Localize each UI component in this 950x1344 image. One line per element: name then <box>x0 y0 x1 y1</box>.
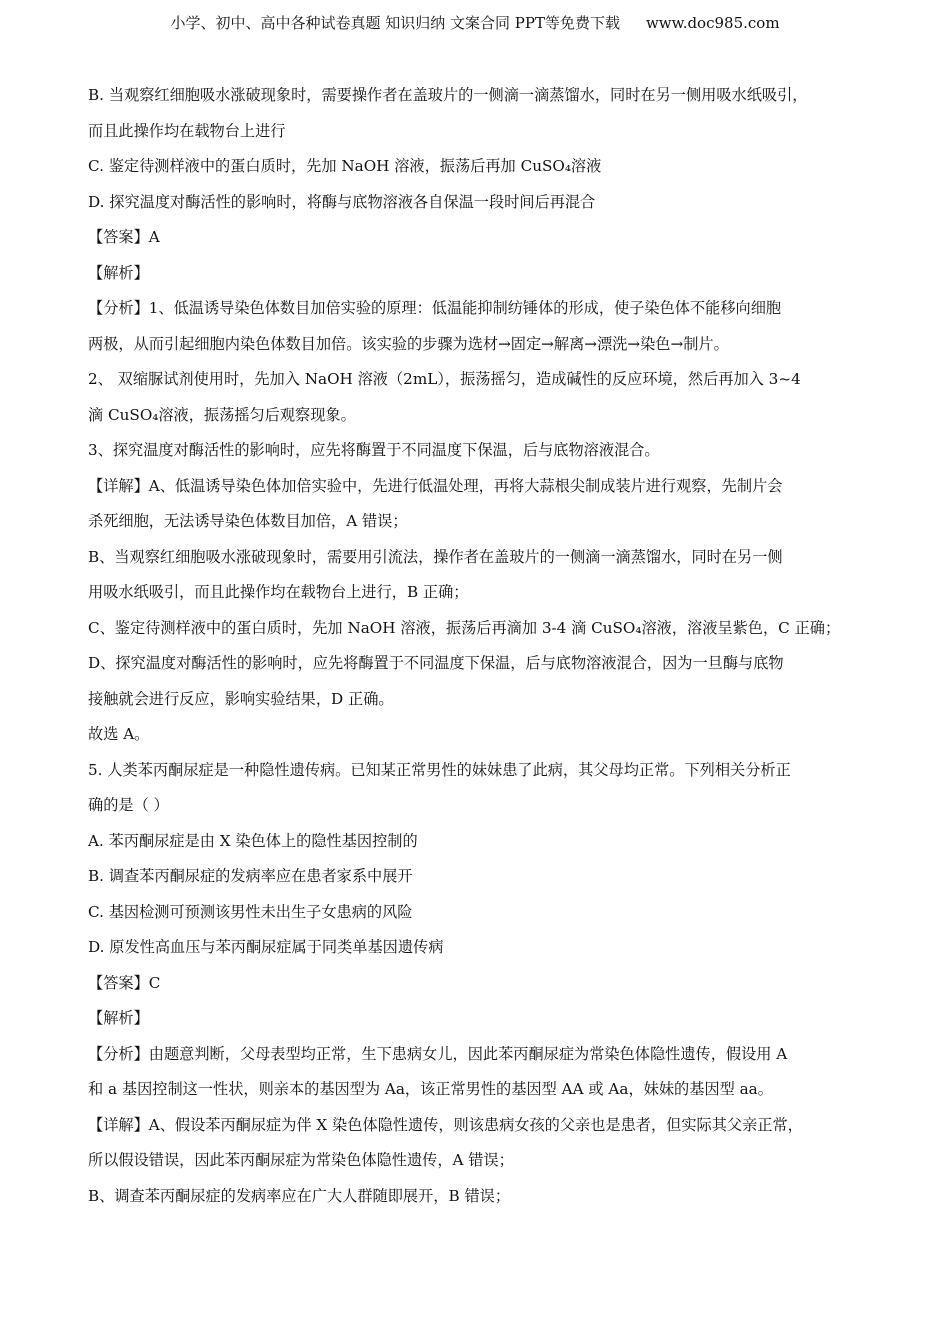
text-line: 2、 双缩脲试剂使用时，先加入 NaOH 溶液（2mL），振荡摇匀，造成碱性的反应环境，然后再加入 3~4 <box>88 370 801 388</box>
text-line: 滴 CuSO₄溶液，振荡摇匀后观察现象。 <box>88 405 356 424</box>
analysis-label: 【解析】 <box>88 1009 149 1027</box>
text-line: 而且此操作均在载物台上进行 <box>88 121 286 140</box>
text-line: B、调查苯丙酮尿症的发病率应在广大人群随即展开，B 错误； <box>88 1186 511 1205</box>
answer-label: 【答案】C <box>88 973 161 992</box>
text-line: 所以假设错误，因此苯丙酮尿症为常染色体隐性遗传，A 错误； <box>88 1151 514 1169</box>
text-line: 【分析】1、低温诱导染色体数目加倍实验的原理：低温能抑制纺锤体的形成，使子染色体不能移向细胞 <box>88 299 782 317</box>
page-header <box>0 12 950 34</box>
header-url[interactable]: www.doc985.com <box>645 14 780 32</box>
analysis-label: 【解析】 <box>88 263 149 282</box>
header-text: 小学、初中、高中各种试卷真题 知识归纳 文案合同 PPT等免费下载 <box>170 14 620 32</box>
text-line: 【详解】A、假设苯丙酮尿症为伴 X 染色体隐性遗传，则该患病女孩的父亲也是患者，但实际其父亲正常， <box>88 1115 803 1134</box>
text-line: 故选 A。 <box>88 725 150 743</box>
option-b: B. 调查苯丙酮尿症的发病率应在患者家系中展开 <box>88 867 413 885</box>
option-a: A. 苯丙酮尿症是由 X 染色体上的隐性基因控制的 <box>88 831 418 850</box>
text-line: 杀死细胞，无法诱导染色体数目加倍，A 错误； <box>88 512 408 530</box>
text-line: 接触就会进行反应，影响实验结果，D 正确。 <box>88 689 394 708</box>
text-line: 3、探究温度对酶活性的影响时，应先将酶置于不同温度下保温，后与底物溶液混合。 <box>88 441 660 459</box>
answer-label: 【答案】A <box>88 228 160 246</box>
question-stem: 5. 人类苯丙酮尿症是一种隐性遗传病。已知某正常男性的妹妹患了此病，其父母均正常。下列相关分析正 <box>88 760 791 779</box>
text-line: C、鉴定待测样液中的蛋白质时，先加 NaOH 溶液，振荡后再滴加 3-4 滴 CuSO₄溶液，溶液呈紫色，C 正确； <box>88 618 841 637</box>
text-line: 【分析】由题意判断，父母表型均正常，生下患病女儿，因此苯丙酮尿症为常染色体隐性遗传，假设用 A <box>88 1044 788 1063</box>
text-line: 两极，从而引起细胞内染色体数目加倍。该实验的步骤为选材→固定→解离→漂洗→染色→制片。 <box>88 334 729 353</box>
text-line: B、当观察红细胞吸水涨破现象时，需要用引流法，操作者在盖玻片的一侧滴一滴蒸馏水，同时在另一侧 <box>88 547 783 566</box>
document-body <box>88 78 878 1214</box>
option-c: C. 基因检测可预测该男性未出生子女患病的风险 <box>88 902 413 921</box>
text-line: D. 探究温度对酶活性的影响时，将酶与底物溶液各自保温一段时间后再混合 <box>88 192 596 211</box>
question-stem: 确的是（ ） <box>88 796 169 814</box>
text-line: C. 鉴定待测样液中的蛋白质时，先加 NaOH 溶液，振荡后再加 CuSO₄溶液 <box>88 157 602 175</box>
text-line: 【详解】A、低温诱导染色体加倍实验中，先进行低温处理，再将大蒜根尖制成装片进行观察，先制片会 <box>88 476 783 495</box>
text-line: 和 a 基因控制这一性状，则亲本的基因型为 Aa，该正常男性的基因型 AA 或 Aa，妹妹的基因型 aa。 <box>88 1080 773 1098</box>
text-line: D、探究温度对酶活性的影响时，应先将酶置于不同温度下保温，后与底物溶液混合，因为一旦酶与底物 <box>88 654 784 672</box>
option-d: D. 原发性高血压与苯丙酮尿症属于同类单基因遗传病 <box>88 938 444 956</box>
text-line: B. 当观察红细胞吸水涨破现象时，需要操作者在盖玻片的一侧滴一滴蒸馏水，同时在另一侧用吸水纸吸引， <box>88 86 808 104</box>
text-line: 用吸水纸吸引，而且此操作均在载物台上进行，B 正确； <box>88 583 469 601</box>
